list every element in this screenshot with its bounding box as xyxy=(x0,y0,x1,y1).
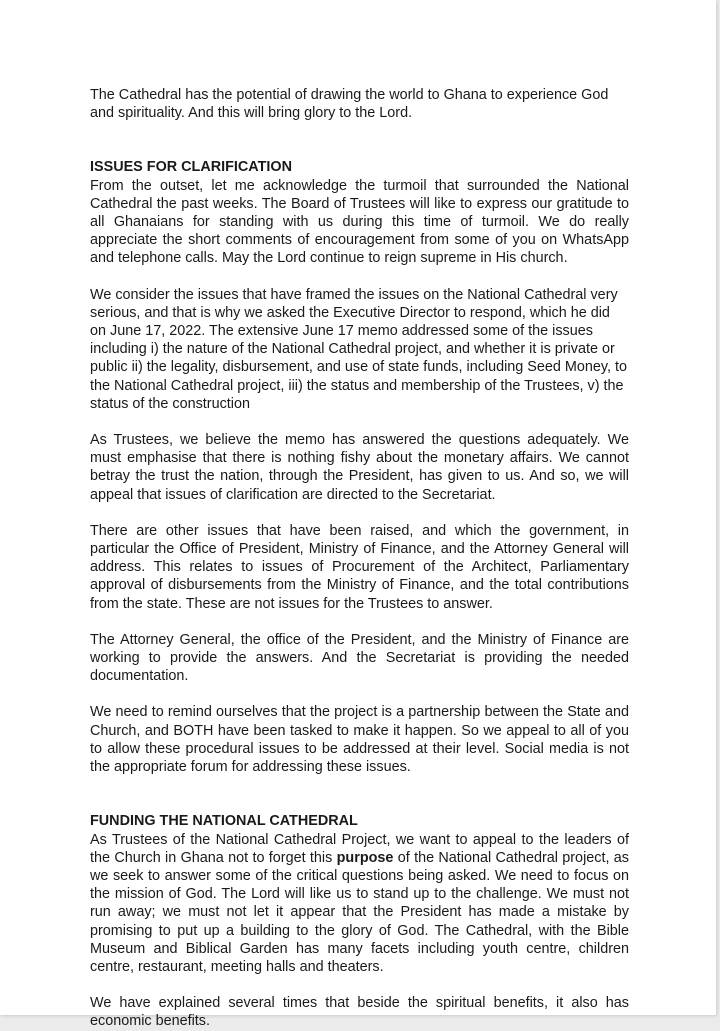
intro-paragraph: The Cathedral has the potential of drawing the world to Ghana to experience God and spirituality. And this will bring glory to the Lord. xyxy=(90,87,609,122)
paragraph-other-issues: There are other issues that have been raised, and which the government, in particular the Office of President, Ministry of Finance, and the Attorney General will address. This relates to issues of Procurement of the Architect, Parliamentary approval of disbursements from the Ministry of Finance, and the total contributions from the state. These are not issues for the Trustees to answer. xyxy=(90,522,629,612)
purpose-bold-word: purpose xyxy=(336,849,394,866)
paragraph-partnership: We need to remind ourselves that the project is a partnership between the State and Church, and BOTH have been tasked to make it happen. So we appeal to all of you to allow these procedural issues to be addressed at their level. Social media is not the appropriate forum for addressing these issues. xyxy=(90,704,629,776)
paragraph-attorney-general: The Attorney General, the office of the President, and the Ministry of Finance are working to provide the answers. And the Secretariat is providing the needed documentation. xyxy=(90,631,629,685)
paragraph-turmoil: From the outset, let me acknowledge the turmoil that surrounded the National Cathedral the past weeks. The Board of Trustees will like to express our gratitude to all Ghanaians for standing with us during this time of turmoil. We do really appreciate the short comments of encouragement from some of you on WhatsApp and telephone calls. May the Lord continue to reign supreme in His church. xyxy=(90,177,629,267)
funding-text-after: of the National Cathedral project, as we seek to answer some of the critical questions being asked. We need to focus on the mission of God. The Lord will like us to stand up to the challenge. We must not run away; we must not let it appear that the President has made a mistake by promising to put up a building to the glory of God. The Cathedral, with the Bible Museum and Biblical Garden has many facets including youth centre, children centre, restaurant, meeting halls and theaters. xyxy=(90,849,629,975)
paragraph-economic-benefits: We have explained several times that beside the spiritual benefits, it also has economic benefits. xyxy=(90,995,629,1030)
paragraph-funding-appeal xyxy=(90,831,629,977)
document-body xyxy=(90,86,629,1031)
issues-heading: ISSUES FOR CLARIFICATION xyxy=(90,159,293,176)
funding-heading: FUNDING THE NATIONAL CATHEDRAL xyxy=(90,813,358,830)
paragraph-trustees: As Trustees, we believe the memo has answered the questions adequately. We must emphasise that there is nothing fishy about the monetary affairs. We cannot betray the trust the nation, through the President, has given to us. And so, we will appeal that issues of clarification are directed to the Secretariat. xyxy=(90,432,629,503)
funding-text-before: As Trustees of the National Cathedral Project, we want to appeal to the leaders of the Church in Ghana not to forget this xyxy=(90,831,629,866)
paragraph-memo: We consider the issues that have framed the issues on the National Cathedral very serious, and that is why we asked the Executive Director to respond, which he did on June 17, 2022. The extensive June 17 memo addressed some of the issues including i) the nature of the National Cathedral project, and whether it is private or public ii) the legality, disbursement, and use of state funds, including Seed Money, to the National Cathedral project, iii) the status and membership of the Trustees, v) the status of the construction xyxy=(90,286,628,412)
